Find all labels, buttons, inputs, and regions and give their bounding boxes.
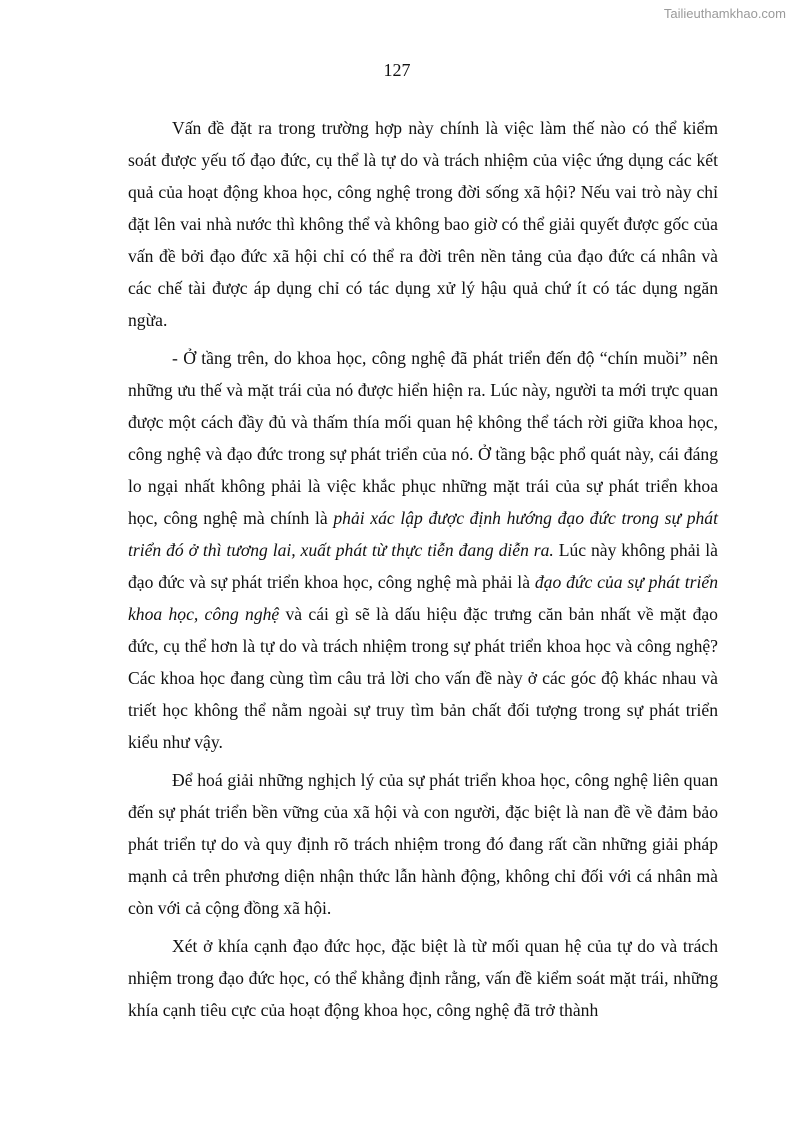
paragraph-4	[128, 930, 718, 1026]
paragraph-text: Vấn đề đặt ra trong trường hợp này chính là việc làm thế nào có thể kiểm soát được yếu tố đạo đức, cụ thể là tự do và trách nhiệm của việc ứng dụng các kết quả của hoạt động khoa học, công nghệ trong đời sống xã hội? Nếu vai trò này chỉ đặt lên vai nhà nước thì không thể và không bao giờ có thể giải quyết được gốc của vấn đề bởi đạo đức xã hội chỉ có thể ra đời trên nền tảng của đạo đức cá nhân và các chế tài được áp dụng chỉ có tác dụng xử lý hậu quả chứ ít có tác dụng ngăn ngừa.	[128, 118, 718, 330]
paragraph-3	[128, 764, 718, 924]
document-body	[128, 112, 718, 1026]
paragraph-text: Lúc này không phải là đạo đức và sự phát triển khoa học, công nghệ mà phải là	[128, 540, 718, 592]
paragraph-text: và cái gì sẽ là dấu hiệu đặc trưng căn bản nhất về mặt đạo đức, cụ thể hơn là tự do và trách nhiệm trong sự phát triển khoa học và công nghệ? Các khoa học đang cùng tìm câu trả lời cho vấn đề này ở các góc độ khác nhau và triết học không thể nằm ngoài sự truy tìm bản chất đối tượng trong sự phát triển kiểu như vậy.	[128, 604, 718, 752]
paragraph-2	[128, 342, 718, 758]
page-number: 127	[383, 60, 411, 80]
italic-emphasis: phải xác lập được định hướng đạo đức trong sự phát triển đó ở thì tương lai, xuất phát từ thực tiễn đang diễn ra.	[128, 508, 718, 560]
paragraph-1	[128, 112, 718, 336]
watermark: Tailieuthamkhao.com	[663, 6, 786, 21]
paragraph-text: - Ở tầng trên, do khoa học, công nghệ đã phát triển đến độ “chín muồi” nên những ưu thế và mặt trái của nó được hiển hiện ra. Lúc này, người ta mới trực quan được một cách đầy đủ và thấm thía mối quan hệ không thể tách rời giữa khoa học, công nghệ và đạo đức trong sự phát triển của nó. Ở tầng bậc phổ quát này, cái đáng lo ngại nhất không phải là việc khắc phục những mặt trái của sự phát triển khoa học, công nghệ mà chính là	[128, 348, 718, 528]
paragraph-text: Để hoá giải những nghịch lý của sự phát triển khoa học, công nghệ liên quan đến sự phát triển bền vững của xã hội và con người, đặc biệt là nan đề về đảm bảo phát triển tự do và quy định rõ trách nhiệm trong đó đang rất cần những giải pháp mạnh cả trên phương diện nhận thức lẫn hành động, không chỉ đối với cá nhân mà còn với cả cộng đồng xã hội.	[128, 770, 718, 918]
italic-emphasis: đạo đức của sự phát triển khoa học, công nghệ	[128, 572, 718, 624]
paragraph-text: Xét ở khía cạnh đạo đức học, đặc biệt là từ mối quan hệ của tự do và trách nhiệm trong đạo đức học, có thể khẳng định rằng, vấn đề kiểm soát mặt trái, những khía cạnh tiêu cực của hoạt động khoa học, công nghệ đã trở thành	[128, 936, 718, 1020]
